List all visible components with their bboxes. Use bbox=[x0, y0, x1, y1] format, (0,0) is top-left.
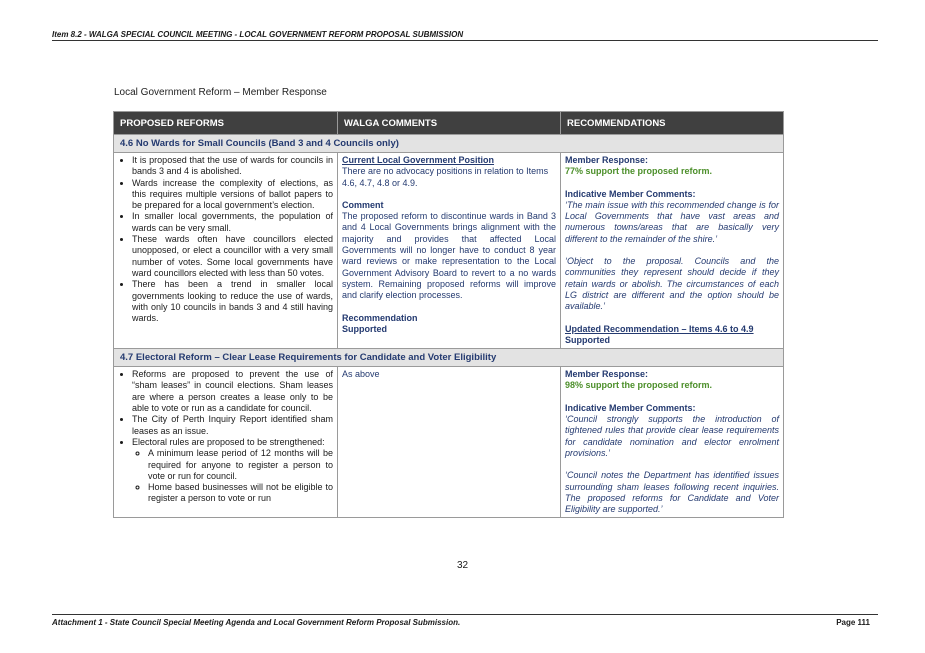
member-response-value: 98% support the proposed reform. bbox=[565, 380, 713, 391]
recommendations-cell bbox=[561, 367, 784, 518]
member-comments-heading: Indicative Member Comments: bbox=[565, 402, 696, 413]
document-footer bbox=[52, 614, 878, 627]
list-item-text: Electoral rules are proposed to be strengthened: bbox=[132, 436, 325, 447]
comment-text: As above bbox=[342, 369, 380, 380]
member-response-heading: Member Response: bbox=[565, 369, 649, 380]
sub-list-item: ◦ Home based businesses will not be eligible to register a person to vote or run bbox=[148, 482, 333, 505]
comment-text: The proposed reform to discontinue wards in Band 3 and 4 Local Governments brings alignment with the majority and provides that affected Local Governments will no longer have to conduct 8 year ward reviews or make representation to the Local Government Advisory Board to revert to a no wards system. Remaining proposed reforms will improve and clarify election processes. bbox=[342, 211, 556, 301]
list-item bbox=[132, 437, 333, 505]
recommendation-heading: Recommendation bbox=[342, 312, 418, 323]
section-title: 4.7 Electoral Reform – Clear Lease Requirements for Candidate and Voter Eligibility bbox=[114, 349, 784, 367]
list-item: • It is proposed that the use of wards for councils in bands 3 and 4 is abolished. bbox=[132, 155, 333, 178]
table-row bbox=[114, 153, 784, 349]
comments-cell bbox=[338, 153, 561, 349]
recommendation-value: Supported bbox=[342, 323, 387, 334]
proposals-cell bbox=[114, 153, 338, 349]
section-row bbox=[114, 349, 784, 367]
position-heading: Current Local Government Position bbox=[342, 155, 495, 165]
list-item: • In smaller local governments, the population of wards can be very small. bbox=[132, 211, 333, 234]
footer-page: Page 111 bbox=[836, 618, 870, 627]
member-quote: ‘Object to the proposal. Councils and the communities they represent should decide if they retain wards or abolish. The circumstances of each LG district are different and the option should be available.’ bbox=[565, 256, 779, 312]
reform-table bbox=[113, 111, 784, 518]
recommendations-cell bbox=[561, 153, 784, 349]
footer-text: Attachment 1 - State Council Special Meeting Agenda and Local Government Reform Proposal Submission. bbox=[52, 618, 461, 627]
header-walga-comments: WALGA COMMENTS bbox=[338, 112, 561, 135]
header-recommendations: RECOMMENDATIONS bbox=[561, 112, 784, 135]
member-quote: ‘Council notes the Department has identified issues surrounding sham leases following recent inquiries. The proposed reforms for Candidate and Voter Eligibility are supported.’ bbox=[565, 470, 779, 515]
member-quote: ‘The main issue with this recommended change is for Local Governments that have vast areas and numerous towns/areas that are basically very different to the remainder of the shire.’ bbox=[565, 199, 779, 244]
position-text: There are no advocacy positions in relation to Items 4.6, 4.7, 4.8 or 4.9. bbox=[342, 166, 549, 188]
member-comments-heading: Indicative Member Comments: bbox=[565, 188, 696, 199]
section-title: 4.6 No Wards for Small Councils (Band 3 and 4 Councils only) bbox=[114, 135, 784, 153]
proposals-cell bbox=[114, 367, 338, 518]
document-header: Item 8.2 - WALGA SPECIAL COUNCIL MEETING - LOCAL GOVERNMENT REFORM PROPOSAL SUBMISSION bbox=[52, 30, 878, 41]
list-item: • Wards increase the complexity of elections, as this requires multiple versions of ballot papers to be prepared for a local government’s election. bbox=[132, 178, 333, 212]
sub-list-item: ◦ A minimum lease period of 12 months will be required for anyone to register a person to vote or run for council. bbox=[148, 448, 333, 482]
updated-recommendation-heading: Updated Recommendation – Items 4.6 to 4.9 bbox=[565, 323, 754, 334]
list-item: • There has been a trend in smaller local governments looking to reduce the use of wards, with only 10 councils in bands 3 and 4 still having wards. bbox=[132, 279, 333, 324]
page-number: 32 bbox=[456, 560, 469, 571]
list-item: • Reforms are proposed to prevent the use of “sham leases” in council elections. Sham leases are where a person creates a lease only to be able to vote or run as a candidate for council. bbox=[132, 369, 333, 414]
member-quote: ‘Council strongly supports the introduction of tightened rules that provide clear lease requirements for candidate nomination and elector enrolment provisions.’ bbox=[565, 414, 779, 458]
page-subtitle: Local Government Reform – Member Response bbox=[114, 87, 327, 98]
comments-cell bbox=[338, 367, 561, 518]
table-header-row bbox=[114, 112, 784, 135]
comment-heading: Comment bbox=[342, 199, 384, 210]
updated-recommendation-value: Supported bbox=[565, 334, 610, 345]
table-row bbox=[114, 367, 784, 518]
header-proposed-reforms: PROPOSED REFORMS bbox=[114, 112, 338, 135]
section-row bbox=[114, 135, 784, 153]
member-response-value: 77% support the proposed reform. bbox=[565, 166, 713, 177]
list-item: • The City of Perth Inquiry Report identified sham leases as an issue. bbox=[132, 414, 333, 437]
member-response-heading: Member Response: bbox=[565, 155, 649, 165]
list-item: • These wards often have councillors elected unopposed, or elect a councillor with a very small number of votes. Some local governments have ward councillors elected with less than 50 votes. bbox=[132, 234, 333, 279]
